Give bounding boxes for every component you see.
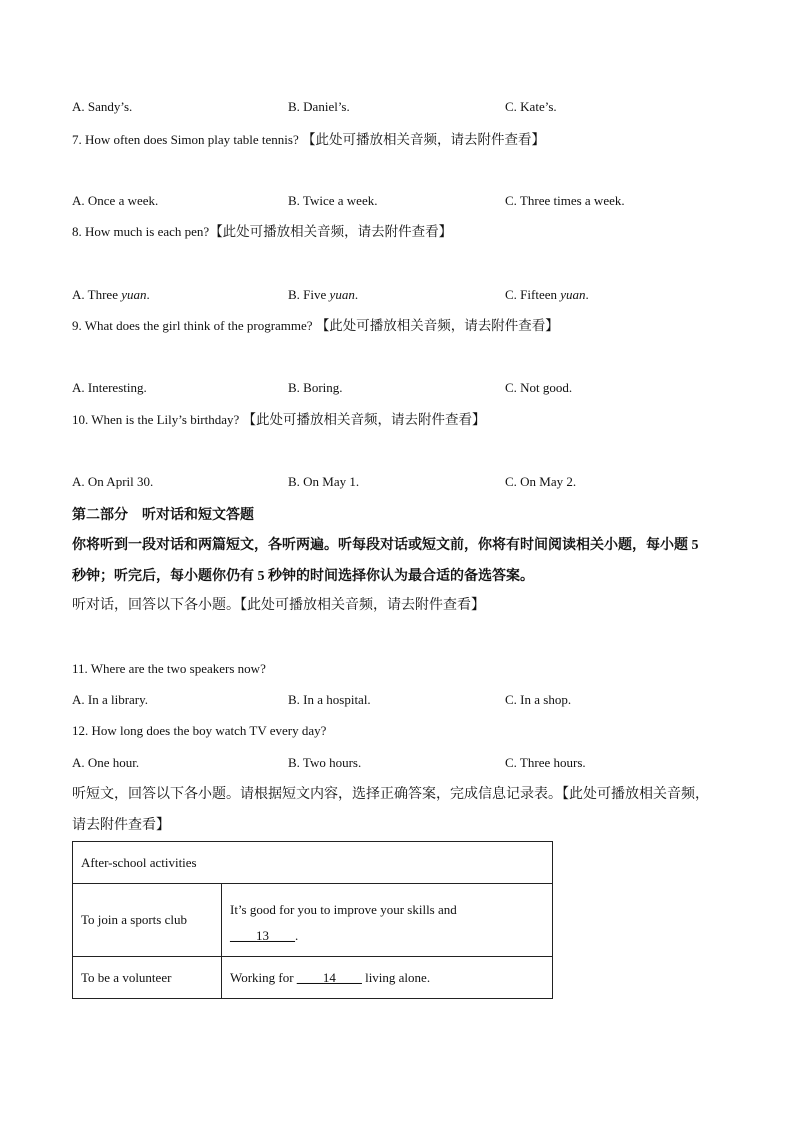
q7-text: 7. How often does Simon play table tennis? [72,132,299,147]
info-record-table [72,841,553,999]
q6-option-c: C. Kate’s. [505,99,557,114]
row2-post: living alone. [361,969,431,985]
q12-option-c: C. Three hours. [505,755,586,770]
q8-text: 8. How much is each pen? [72,224,210,239]
blank-13: ____13____ [230,928,295,943]
table-row2-label: To be a volunteer [73,957,222,999]
q7-question [72,132,545,148]
q10-option-c: C. On May 2. [505,474,577,489]
q9-audio-link[interactable]: 【此处可播放相关音频，请去附件查看】 [315,318,559,333]
table-row2-content [222,957,553,999]
q7-option-a: A. Once a week. [72,193,159,208]
q12-question: 12. How long does the boy watch TV every day? [72,723,327,738]
q9-option-c: C. Not good. [505,380,573,395]
q7-audio-link[interactable]: 【此处可播放相关音频，请去附件查看】 [302,132,545,147]
table-row1-label: To join a sports club [73,884,222,957]
q10-text: 10. When is the Lily’s birthday? [72,412,240,427]
q12-options [72,755,712,771]
q8-option-b: B. Five yuan. [288,287,359,302]
q7-option-b: B. Twice a week. [288,193,378,208]
row1-text: It’s good for you to improve your skills and [230,902,457,917]
q11-options [72,692,712,708]
row2-pre: Working for [230,969,297,985]
q11-question: 11. Where are the two speakers now? [72,661,266,676]
q9-question [72,318,559,334]
q10-option-b: B. On May 1. [288,474,360,489]
q10-option-a: A. On April 30. [72,474,154,489]
q7-options [72,193,712,209]
q9-option-b: B. Boring. [288,380,343,395]
q8-question [72,224,452,240]
q9-text: 9. What does the girl think of the programme? [72,318,313,333]
q8-audio-link[interactable]: 【此处可播放相关音频，请去附件查看】 [209,224,453,239]
table-header: After-school activities [73,842,553,884]
q12-option-a: A. One hour. [72,755,140,770]
q11-option-c: C. In a shop. [505,692,572,707]
q10-options [72,474,712,490]
blank-14: ____14____ [296,969,362,985]
q11-option-b: B. In a hospital. [288,692,371,707]
q9-option-a: A. Interesting. [72,380,147,395]
passage-intro: 听短文，回答以下各小题。请根据短文内容，选择正确答案，完成信息记录表。【此处可播放相关音频，请去附件查看】 [72,787,709,833]
table-row1-content [222,884,553,957]
q7-option-c: C. Three times a week. [505,193,625,208]
q10-question [72,412,486,428]
dialogue-intro: 听对话，回答以下各小题。【此处可播放相关音频，请去附件查看】 [72,598,485,613]
q9-options [72,380,712,396]
q6-option-a: A. Sandy’s. [72,99,133,114]
q8-options [72,287,712,303]
row1-period: . [295,928,299,943]
q8-option-a: A. Three yuan. [72,287,150,302]
q12-option-b: B. Two hours. [288,755,362,770]
q6-options [72,99,712,115]
part2-title: 第二部分 听对话和短文答题 [72,508,254,523]
q6-option-b: B. Daniel’s. [288,99,350,114]
q11-option-a: A. In a library. [72,692,149,707]
part2-instruction: 你将听到一段对话和两篇短文，各听两遍。听每段对话或短文前，你将有时间阅读相关小题，每小题 5 秒钟；听完后，每小题你仍有 5 秒钟的时间选择你认为最合适的备选答案。 [72,538,699,584]
q10-audio-link[interactable]: 【此处可播放相关音频，请去附件查看】 [242,412,486,427]
q8-option-c: C. Fifteen yuan. [505,287,589,302]
